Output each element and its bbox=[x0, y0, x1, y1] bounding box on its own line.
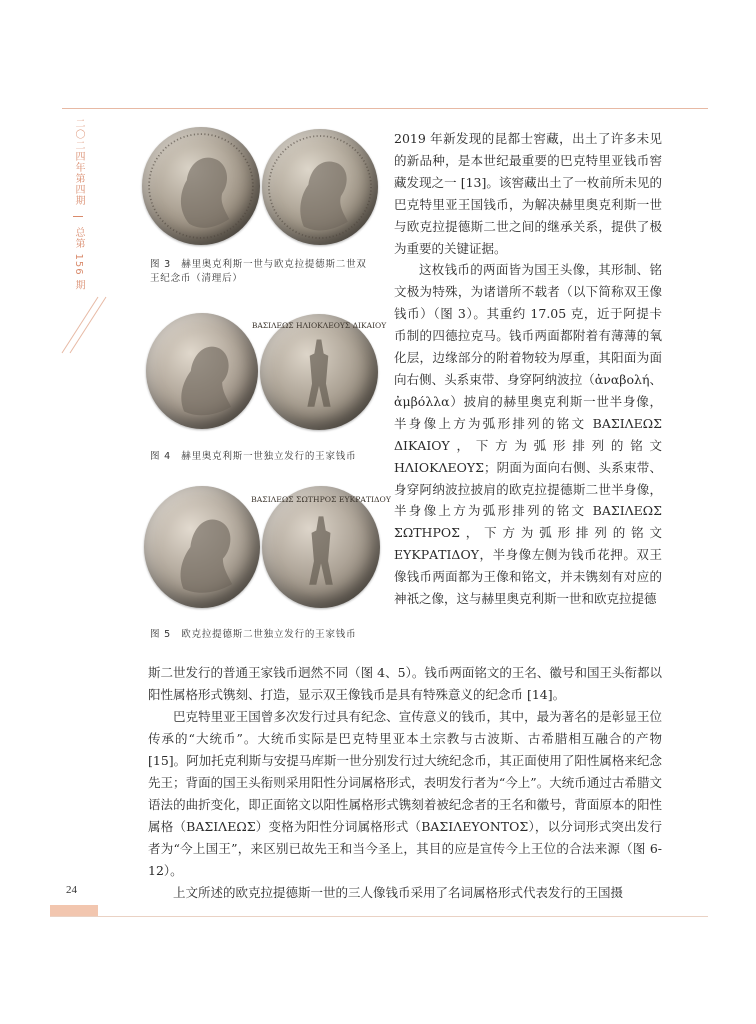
running-header-sidebar bbox=[64, 118, 88, 318]
journal-total-issue: 总第 156 期 bbox=[73, 227, 84, 291]
paragraph: 这枚钱币的两面皆为国王头像，其形制、铭文极为特殊，为诸谱所不载者（以下简称双王像钱币）（图 3）。其重约 17.05 克，近于阿提卡币制的四德拉克马。钱币两面都附着有薄薄的氧化层，边缘部分的附着物较为厚重，其阳面为面向右侧、头系束带、身穿阿纳波拉（ἀναβολή、ἀμβόλλα）披肩的赫里奥克利斯一世半身像，半身像上方为弧形排列的铭文 ΒΑΣΙΛΕΩΣ ΔΙΚΑΙΟΥ，下方为弧形排列的铭文 ΗΛΙΟΚΛΕΟΥΣ；阴面为面向右侧、头系束带、身穿阿纳波拉披肩的欧克拉提德斯二世半身像，半身像上方为弧形排列的铭文 ΒΑΣΙΛΕΩΣ ΣΩΤΗΡΟΣ，下方为弧形排列的铭文 ΕΥΚΡΑΤΙΔΟΥ，半身像左侧为钱币花押。双王像钱币两面都为王像和铭文，并未镌刻有对应的神祇之像，这与赫里奥克利斯一世和欧克拉提德 bbox=[394, 262, 662, 607]
decorative-diagonal-lines bbox=[60, 295, 110, 355]
paragraph: 巴克特里亚王国曾多次发行过具有纪念、宣传意义的钱币，其中，最为著名的是彰显王位传承的“大统币”。大统币实际是巴克特里亚本土宗教与古波斯、古希腊相互融合的产物 [15]。阿加托克利斯与安提马库斯一世分别发行过大统纪念币，其正面使用了阳性属格来纪念先王；背面的国王头衔则采用阳性分词属格形式，表明发行者为“今上”。大统币通过古希腊文语法的曲折变化，即正面铭文以阳性属格形式镌刻着被纪念者的王名和徽号，背面原本的阳性属格（ΒΑΣΙΛΕΩΣ）变格为阳性分词属格形式（ΒΑΣΙΛΕΥΟΝΤΟΣ），以分词形式突出发行者为“今上国王”，来区别已故先王和当今圣上，其目的应是宣传今上王位的合法来源（图 6-12）。 bbox=[148, 709, 662, 878]
fig4-coin-reverse bbox=[251, 314, 387, 430]
portrait-bust-icon bbox=[142, 127, 260, 245]
figure-caption-4: 图 4 赫里奥克利斯一世独立发行的王家钱币 bbox=[150, 451, 357, 462]
standing-deity-icon bbox=[251, 314, 387, 430]
page-number: 24 bbox=[66, 884, 77, 896]
fig3-coin-reverse bbox=[262, 129, 378, 245]
portrait-bust-icon bbox=[262, 129, 378, 245]
full-width-text bbox=[148, 662, 662, 904]
fig5-coin-obverse bbox=[144, 486, 260, 608]
fig5-coin-reverse bbox=[251, 486, 391, 608]
top-rule bbox=[62, 108, 708, 109]
coin-legend: ΒΑΣΙΛΕΩΣ ΗΛΙΟΚΛΕΟΥΣ ΔΙΚΑΙΟΥ bbox=[251, 320, 387, 330]
sidebar-separator bbox=[73, 216, 83, 217]
coin-legend: ΒΑΣΙΛΕΩΣ ΣΩΤΗΡΟΣ ΕΥΚΡΑΤΙΔΟΥ bbox=[251, 495, 391, 505]
journal-year-issue: 二〇二四年第四期 bbox=[73, 118, 84, 206]
portrait-bust-icon bbox=[146, 313, 258, 429]
right-text-column bbox=[394, 128, 662, 610]
paragraph: 2019 年新发现的昆都士窖藏，出土了许多未见的新品种，是本世纪最重要的巴克特里亚钱币窖藏发现之一 [13]。该窖藏出土了一枚前所未见的巴克特里亚王国钱币，为解决赫里奥克利斯一世与欧克拉提德斯二世之间的继承关系，提供了极为重要的关键证据。 bbox=[394, 131, 662, 256]
paragraph: 上文所述的欧克拉提德斯一世的三人像钱币采用了名词属格形式代表发行的王国摄 bbox=[173, 885, 624, 900]
footer-color-bar bbox=[50, 905, 98, 916]
fig4-coin-obverse bbox=[146, 313, 258, 429]
footer-rule bbox=[50, 916, 708, 917]
paragraph: 斯二世发行的普通王家钱币迥然不同（图 4、5）。钱币两面铭文的王名、徽号和国王头衔都以阳性属格形式镌刻、打造，显示双王像钱币是具有特殊意义的纪念币 [14]。 bbox=[148, 665, 662, 702]
figure-caption-5: 图 5 欧克拉提德斯二世独立发行的王家钱币 bbox=[150, 629, 357, 640]
portrait-bust-icon bbox=[144, 486, 260, 608]
standing-deity-icon bbox=[251, 486, 391, 608]
fig3-coin-obverse bbox=[142, 127, 260, 245]
figure-caption-3: 图 3 赫里奥克利斯一世与欧克拉提德斯二世双王纪念币（清理后） bbox=[150, 259, 367, 284]
